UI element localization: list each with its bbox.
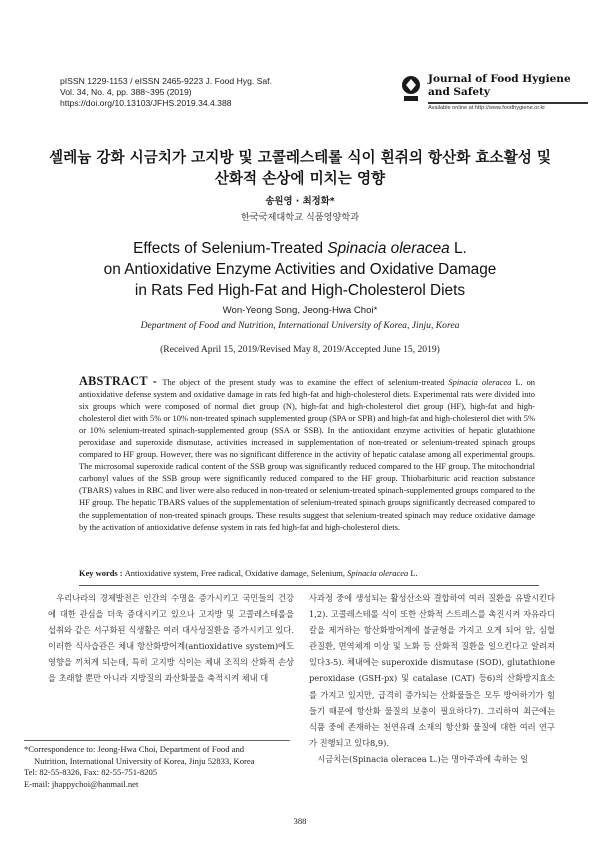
keywords-suffix: L. — [408, 568, 418, 578]
korean-authors: 송원영 · 최정화* — [265, 196, 335, 207]
correspondence-footnote — [24, 744, 294, 790]
body-paragraph: 우리나라의 경제발전은 인간의 수명을 증가시키고 국민들의 건강에 대한 관심을 더욱 증대시키고 있으나 고지방 및 고콜레스테롤을 섭취와 같은 서구화된 식생활은 여러 대사성질환을 증가시키고 있다. 이러한 식사습관은 체내 항산화방어계(antioxidative system)에도 영향을 끼쳐게 되는데, 특히 고지방 식이는 체내 조직의 산화적 손상을 초래할 뿐만 아니라 지방질의 과산화물을 축적시켜 체내 대 — [48, 593, 294, 684]
page-number: 388 — [293, 816, 307, 826]
journal-masthead — [398, 72, 588, 118]
footnote-line: *Correspondence to: Jeong-Hwa Choi, Department of Food and — [24, 744, 245, 754]
abstract-divider — [79, 585, 539, 586]
korean-affiliation: 한국국제대학교 식품영양학과 — [240, 212, 360, 223]
abstract-label: ABSTRACT - — [79, 374, 163, 388]
journal-url[interactable]: Available online at http://www.foodhygiene.or.kr — [428, 105, 546, 111]
abstract — [79, 375, 535, 533]
masthead-rule — [428, 102, 588, 104]
keywords-species: Spinacia oleracea — [347, 568, 409, 578]
english-title — [40, 238, 560, 301]
body-right-column — [309, 590, 555, 767]
received-dates: (Received April 15, 2019/Revised May 8, 2019/Accepted June 15, 2019) — [160, 344, 440, 355]
english-authors: Won-Yeong Song, Jeong-Hwa Choi* — [222, 305, 378, 316]
footnote-line: Nutrition, International University of Korea, Jinju 52833, Korea — [34, 755, 255, 766]
body-left-column — [48, 590, 294, 687]
footnote-email[interactable]: E-mail: jhappychoi@hanmail.net — [24, 778, 139, 789]
journal-title — [428, 73, 571, 99]
footnote-divider — [24, 740, 290, 741]
english-title-text: Effects of Selenium-Treated — [133, 240, 328, 257]
english-title-suffix: L. — [449, 240, 467, 257]
doi-link[interactable]: https://doi.org/10.13103/JFHS.2019.34.4.388 — [60, 98, 232, 108]
keywords-text: Antioxidative system, Free radical, Oxidative damage, Selenium, — [124, 568, 348, 578]
english-title-line-3: in Rats Fed High-Fat and High-Cholesterol Diets — [134, 282, 466, 299]
species-name: Spinacia oleracea — [327, 240, 450, 257]
abstract-text-1: The object of the present study was to examine the effect of selenium-treated — [162, 377, 449, 387]
korean-title — [40, 147, 560, 189]
footnote-line: Tel: 82-55-8326, Fax: 82-55-751-8205 — [24, 767, 158, 778]
korean-title-line-2: 산화적 손상에 미치는 영향 — [214, 170, 386, 187]
keywords-label: Key words : — [79, 568, 125, 578]
journal-title-line-1: Journal of Food Hygiene — [428, 73, 571, 85]
english-title-line-2: on Antioxidative Enzyme Activities and Oxidative Damage — [103, 261, 497, 278]
body-paragraph: 시금치는(Spinacia oleracea L.)는 명아주과에 속하는 일 — [317, 753, 529, 764]
journal-issn: pISSN 1229-1153 / eISSN 2465-9223 J. Food Hyg. Saf. — [60, 76, 272, 86]
abstract-text-2: L. on antioxidative defense system and oxidative damage in rats fed high-fat and high-cholesterol diets. Experimental rats were divided into six groups which were composed of normal diet group (N), high-fat and high-cholesterol diet group (HF), high-fat and high-cholesterol diet with 5% or 10% non-treated spinach supplemented group (SPA or SPB) and high-fat and high-cholesterol diet with 5% or 10% selenium-treated spinach-supplemented group (SSA or SSB). In the antioxidant enzyme activities of hepatic glutathione peroxidase and superoxide dismutase, activities increased in supplementation of non-treated or selenium-treated spinach groups compared to HF group. However, there was no significant difference in the activity of hepatic catalase among all experimental groups. The microsomal superoxide radical content of the SSB group was significantly reduced compared to the HF group. The mitochondrial carbonyl values of the SSB group were significantly reduced compared to the HF group. Thiobarbituric acid reaction substance (TBARS) values in RBC and liver were also reduced in non-treated or selenium-treated spinach-supplemented groups compared to the HF group. The hepatic TBARS values of the supplementation of selenium-treated spinach groups significantly decreased compared to the supplementation of non-treated spinach groups. These results suggest that selenium-treated spinach may reduce oxidative damage by the activation of antioxidative defense system in rats fed high-fat and high-cholesterol diets. — [79, 377, 536, 532]
english-affiliation: Department of Food and Nutrition, International University of Korea, Jinju, Korea — [140, 320, 460, 331]
abstract-species: Spinacia oleracea — [448, 377, 512, 387]
english-title-line-1 — [40, 238, 560, 259]
korean-title-line-1: 셀레늄 강화 시금치가 고지방 및 고콜레스테롤 식이 흰쥐의 항산화 효소활성 및 — [49, 149, 551, 166]
journal-logo-icon — [398, 74, 424, 104]
keywords — [79, 567, 539, 579]
journal-volume: Vol. 34, No. 4, pp. 388~395 (2019) — [60, 87, 192, 97]
journal-title-line-2: and Safety — [428, 86, 490, 98]
body-paragraph: 사과정 중에 생성되는 활성산소와 결합하여 여러 질환을 유발시킨다1,2). 고콜레스테롤 식이 또한 산화적 스트레스를 촉진시켜 자유라디칼을 제거하는 항산화방어계에 불균형을 가지고 오게 되어 암, 심혈관질환, 면역체계 이상 및 노화 등 산화적 질환을 일으킨다고 알려져 있다3-5). 체내에는 superoxide dismutase (SOD), glutathione peroxidase (GSH-px) 및 catalase (CAT) 등6)의 산화방지효소를 가지고 있지만, 급격히 증가되는 산화물들은 모두 방어하기가 힘들기 때문에 항산화 물질의 보충이 필요하다7). 그리하여 최근에는 식품 중에 존재하는 천연유래 소재의 항산화 물질에 대한 여러 연구가 진행되고 있다8,9). — [309, 593, 555, 748]
